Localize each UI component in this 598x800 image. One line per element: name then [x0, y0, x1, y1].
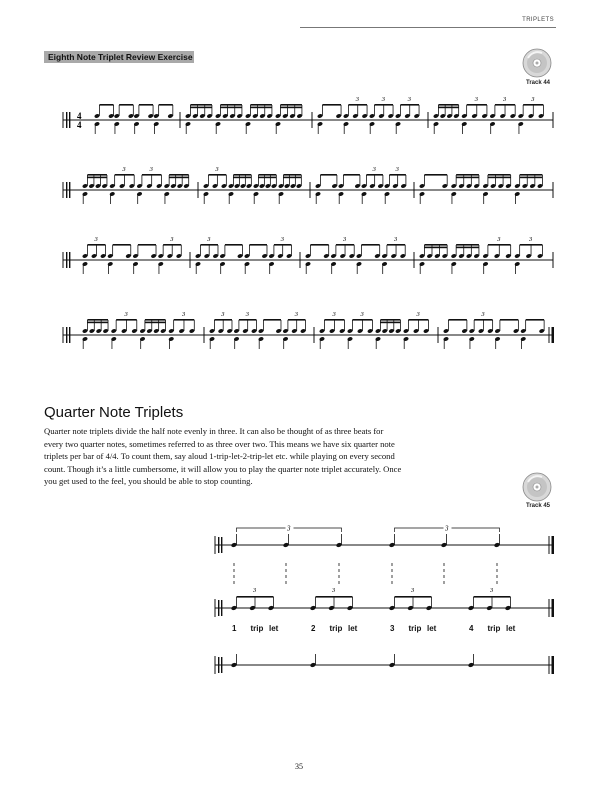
note-beam — [438, 107, 458, 109]
note-beam — [520, 177, 543, 179]
note-beam — [258, 174, 276, 176]
triplet-number: 3 — [253, 587, 257, 594]
drum-staff — [0, 235, 598, 290]
triplet-number: 3 — [416, 311, 420, 318]
count-syllable: let — [506, 624, 516, 633]
triplet-number: 3 — [287, 524, 291, 533]
percussion-clef-icon — [66, 252, 67, 268]
exercise-title: Eighth Note Triplet Review Exercise — [44, 51, 194, 63]
triplet-number: 3 — [355, 96, 359, 103]
percussion-clef-icon — [66, 112, 67, 128]
percussion-clef-icon — [221, 600, 222, 616]
note-beam — [456, 177, 479, 179]
note-beam — [225, 244, 243, 246]
percussion-clef-icon — [218, 657, 219, 673]
percussion-clef-icon — [221, 537, 222, 553]
note-beam — [249, 244, 267, 246]
note-beam — [380, 319, 400, 321]
note-beam — [520, 244, 543, 246]
note-beam — [99, 104, 113, 106]
triplet-number: 3 — [474, 96, 479, 103]
percussion-clef-icon — [69, 252, 70, 268]
note-beam — [163, 244, 181, 246]
running-title: TRIPLETS — [522, 17, 554, 23]
triplet-number: 3 — [531, 96, 535, 103]
note-beam — [237, 596, 274, 598]
final-barline — [552, 536, 555, 554]
note-beam — [320, 174, 337, 176]
count-syllable: trip — [487, 624, 501, 633]
note-beam — [288, 319, 306, 321]
note-beam — [87, 322, 108, 324]
note-beam — [190, 104, 212, 106]
triplet-number: 3 — [411, 587, 415, 594]
note-beam — [380, 322, 400, 324]
count-syllable: let — [427, 624, 437, 633]
cd-disc-icon — [522, 48, 552, 78]
triplet-number: 3 — [395, 166, 399, 173]
triplet-number: 3 — [181, 311, 186, 318]
triplet-number: 3 — [207, 236, 211, 243]
triplet-number: 3 — [245, 311, 249, 318]
note-beam — [336, 244, 354, 246]
note-beam — [408, 319, 428, 321]
percussion-clef-icon — [66, 327, 67, 343]
note-beam — [169, 174, 189, 176]
note-beam — [520, 174, 543, 176]
note-beam — [116, 319, 137, 321]
time-signature-top: 4 — [77, 111, 82, 121]
note-beam — [283, 174, 301, 176]
note-beam — [424, 247, 447, 249]
note-beam — [456, 174, 479, 176]
triplet-number: 3 — [503, 96, 507, 103]
note-beam — [488, 177, 511, 179]
percussion-clef-icon — [69, 182, 70, 198]
note-beam — [239, 319, 257, 321]
note-beam — [324, 319, 344, 321]
note-beam — [395, 596, 432, 598]
note-beam — [280, 107, 302, 109]
note-beam — [474, 319, 492, 321]
note-beam — [274, 244, 292, 246]
triplet-number: 3 — [94, 236, 98, 243]
note-beam — [233, 174, 251, 176]
note-beam — [169, 177, 189, 179]
count-syllable: trip — [329, 624, 343, 633]
count-syllable: 1 — [232, 624, 237, 633]
triplet-number: 3 — [481, 311, 485, 318]
note-beam — [488, 174, 511, 176]
triplet-number: 3 — [215, 166, 219, 173]
note-beam — [138, 244, 156, 246]
count-syllable: trip — [250, 624, 264, 633]
drum-staff — [0, 310, 598, 365]
note-beam — [208, 174, 226, 176]
triplet-number: 3 — [407, 96, 411, 103]
note-beam — [348, 104, 367, 106]
note-beam — [258, 177, 276, 179]
note-beam — [87, 319, 108, 321]
note-beam — [280, 104, 302, 106]
note-beam — [389, 174, 406, 176]
note-beam — [220, 107, 242, 109]
triplet-number: 3 — [360, 311, 364, 318]
count-syllable: 4 — [469, 624, 474, 633]
time-signature-bottom: 4 — [77, 120, 82, 130]
note-beam — [467, 104, 487, 106]
note-beam — [400, 104, 419, 106]
drum-staff — [0, 95, 598, 150]
note-beam — [488, 244, 511, 246]
note-beam — [190, 107, 212, 109]
triplet-number: 3 — [343, 236, 347, 243]
note-beam — [250, 107, 272, 109]
percussion-clef-icon — [221, 657, 222, 673]
track-label: Track 44 — [526, 80, 551, 86]
percussion-clef-icon — [69, 112, 70, 128]
triplet-number: 3 — [490, 587, 494, 594]
note-beam — [233, 177, 251, 179]
triplet-number: 3 — [332, 587, 336, 594]
triplet-number: 3 — [372, 166, 376, 173]
triplet-number: 3 — [529, 236, 533, 243]
note-beam — [474, 596, 511, 598]
section-title: Quarter Note Triplets — [44, 404, 184, 421]
note-beam — [145, 322, 166, 324]
note-beam — [316, 596, 353, 598]
note-beam — [87, 174, 107, 176]
note-beam — [87, 244, 105, 246]
note-beam — [200, 244, 218, 246]
triplet-number: 3 — [280, 236, 284, 243]
triplet-number: 3 — [149, 166, 153, 173]
note-beam — [495, 104, 515, 106]
note-beam — [145, 319, 166, 321]
note-beam — [352, 319, 372, 321]
triplet-number: 3 — [122, 166, 126, 173]
note-beam — [220, 104, 242, 106]
note-beam — [387, 244, 405, 246]
note-beam — [500, 319, 518, 321]
percussion-clef-icon — [69, 327, 70, 343]
note-beam — [310, 244, 328, 246]
percussion-clef-icon — [66, 182, 67, 198]
drum-staff — [0, 165, 598, 220]
final-barline — [552, 599, 555, 617]
note-beam — [374, 104, 393, 106]
triplet-number: 3 — [170, 236, 174, 243]
note-beam — [424, 244, 447, 246]
note-beam — [87, 177, 107, 179]
note-beam — [263, 319, 281, 321]
triplet-number: 3 — [497, 236, 501, 243]
note-beam — [366, 174, 383, 176]
final-barline — [552, 327, 555, 343]
note-beam — [115, 174, 135, 176]
count-syllable: 2 — [311, 624, 316, 633]
triplet-number: 3 — [294, 311, 298, 318]
note-beam — [438, 104, 458, 106]
track-label: Track 45 — [526, 503, 551, 509]
triplet-number: 3 — [221, 311, 225, 318]
note-beam — [139, 104, 153, 106]
note-beam — [456, 244, 479, 246]
percussion-clef-icon — [218, 600, 219, 616]
count-syllable: 3 — [390, 624, 395, 633]
triplet-number: 3 — [124, 311, 128, 318]
final-barline — [552, 656, 555, 674]
header-rule — [300, 27, 556, 28]
cd-disc-icon — [522, 472, 552, 502]
note-beam — [322, 104, 341, 106]
quarter-triplet-diagram — [0, 515, 598, 690]
note-beam — [250, 104, 272, 106]
note-beam — [343, 174, 360, 176]
note-beam — [142, 174, 162, 176]
triplet-number: 3 — [394, 236, 398, 243]
note-beam — [214, 319, 232, 321]
note-beam — [424, 174, 447, 176]
note-beam — [113, 244, 131, 246]
triplet-number: 3 — [445, 524, 449, 533]
note-beam — [361, 244, 379, 246]
percussion-clef-icon — [218, 537, 219, 553]
count-syllable: trip — [408, 624, 422, 633]
note-beam — [159, 104, 173, 106]
note-beam — [119, 104, 133, 106]
note-beam — [283, 177, 301, 179]
count-syllable: let — [348, 624, 358, 633]
triplet-number: 3 — [332, 311, 336, 318]
triplet-number: 3 — [381, 96, 385, 103]
page-number: 35 — [295, 762, 303, 771]
count-syllable: let — [269, 624, 279, 633]
note-beam — [523, 104, 543, 106]
note-beam — [174, 319, 195, 321]
note-beam — [526, 319, 544, 321]
note-beam — [456, 247, 479, 249]
note-beam — [448, 319, 466, 321]
section-paragraph: Quarter note triplets divide the half note evenly in three. It can also be thought of as three beats for every two quarter notes, sometimes referred to as three over two. This means we have six quarter note triplets per bar of 4/4. To count them, say aloud 1-trip-let-2-trip-let etc. while playing on every second count. Though it’s a little cumbersome, it will allow you to play the quarter note triplet accurately. Once you get used to the feel, you should be able to stop counting. — [44, 426, 402, 486]
